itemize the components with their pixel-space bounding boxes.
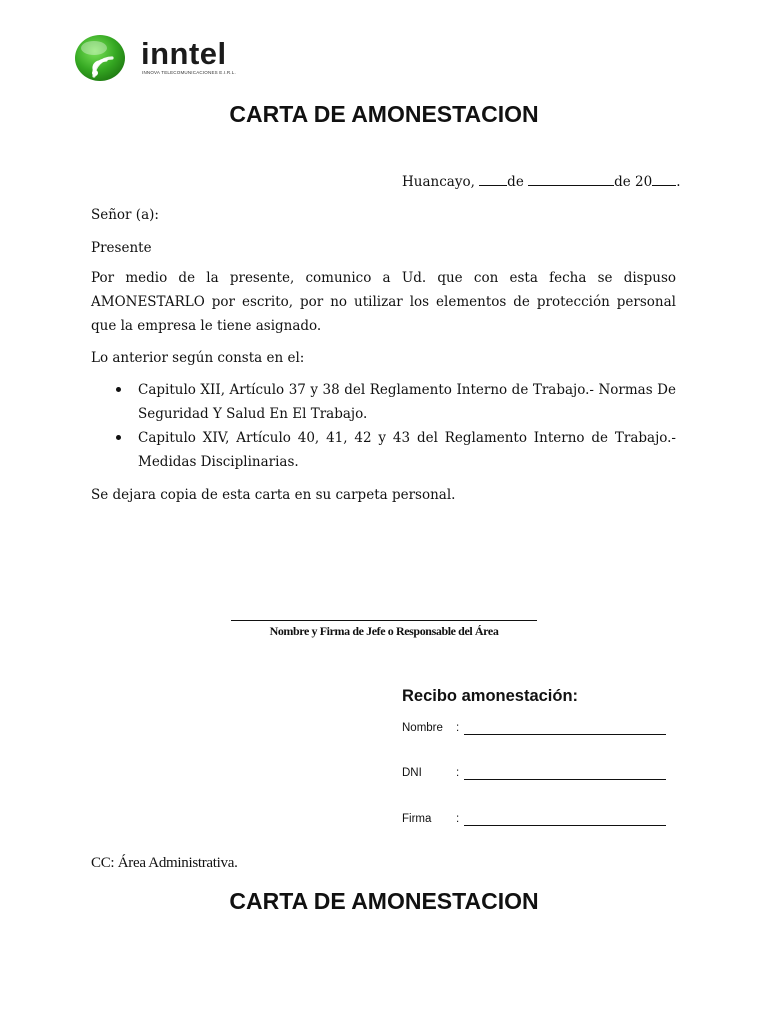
document-title: CARTA DE AMONESTACION [229, 101, 539, 127]
regulation-list [91, 378, 676, 474]
nombre-blank [464, 734, 666, 735]
paragraph-3: Se dejara copia de esta carta en su carpeta personal. [91, 487, 456, 503]
date-de-2: de 20 [614, 174, 653, 190]
field-colon: : [456, 722, 460, 734]
firma-blank [464, 825, 666, 826]
day-blank [479, 173, 507, 186]
receipt-heading: Recibo amonestación: [402, 687, 579, 705]
list-item: Capitulo XIV, Artículo 40, 41, 42 y 43 del Reglamento Interno de Trabajo.- Medidas Disciplinarias. [91, 426, 676, 474]
next-page-title: CARTA DE AMONESTACION [229, 888, 539, 914]
cc-line: CC: Área Administrativa. [91, 855, 238, 871]
field-colon: : [456, 813, 460, 825]
date-city: Huancayo, [402, 174, 480, 190]
list-item: Capitulo XII, Artículo 37 y 38 del Reglamento Interno de Trabajo.- Normas De Seguridad Y Salud En El Trabajo. [91, 378, 676, 426]
date-line [402, 170, 681, 194]
salutation: Señor (a): [91, 207, 159, 223]
paragraph-2: Lo anterior según consta en el: [91, 350, 305, 366]
signature-label: Nombre y Firma de Jefe o Responsable del Área [269, 624, 499, 638]
field-label: DNI [402, 767, 422, 779]
year-blank [652, 173, 676, 186]
signature-line [231, 620, 537, 621]
presente-line: Presente [91, 240, 152, 256]
brand-tagline: INNOVA TELECOMUNICACIONES E.I.R.L. [142, 70, 236, 75]
date-end: . [676, 174, 681, 190]
brand-name: inntel [141, 36, 227, 71]
paragraph-1: Por medio de la presente, comunico a Ud. que con esta fecha se dispuso AMONESTARLO por escrito, por no utilizar los elementos de protección personal que la empresa le tiene asignado. [91, 270, 676, 334]
wifi-globe-icon [74, 34, 126, 82]
field-colon: : [456, 767, 460, 779]
field-label: Firma [402, 813, 432, 825]
month-blank [528, 173, 614, 186]
field-label: Nombre [402, 722, 443, 734]
date-de-1: de [507, 174, 529, 190]
dni-blank [464, 779, 666, 780]
